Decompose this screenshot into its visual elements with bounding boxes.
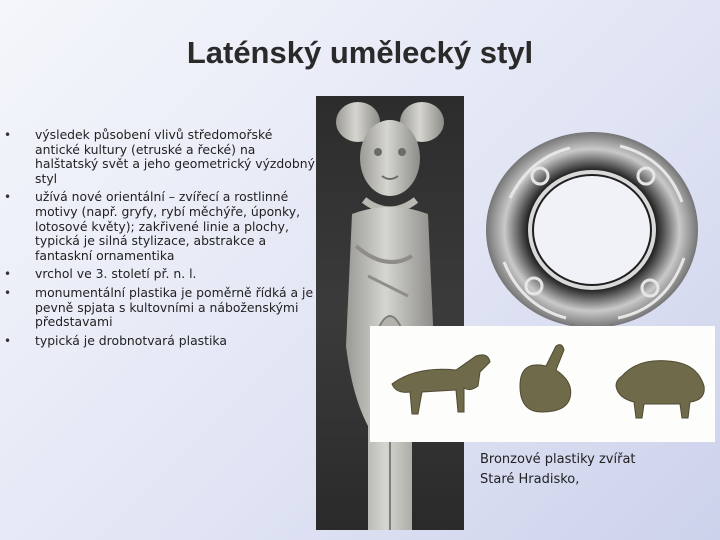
- bullet-text: výsledek působení vlivů středomořské antické kultury (etruské a řecké) na halštatský svět a jeho geometrický výzdobný styl: [35, 127, 315, 186]
- image-caption: [480, 450, 710, 490]
- bullet-marker: •: [4, 333, 12, 348]
- bullet-list: [4, 127, 320, 352]
- bullet-text: užívá nové orientální – zvířecí a rostlinné motivy (např. gryfy, rybí měchýře, úponky, lotosové květy); zakřivené linie a plochy, typická je silná stylizace, abstrakce a fantaskní ornamentika: [35, 189, 301, 263]
- bullet-marker: •: [4, 128, 12, 142]
- bronze-animals-photo: [370, 326, 715, 442]
- bullet-item: [4, 332, 320, 349]
- statue-photo: [316, 96, 464, 530]
- bullet-item: [4, 284, 320, 330]
- bullet-marker: •: [4, 285, 12, 300]
- caption-line: Bronzové plastiky zvířat: [480, 452, 636, 467]
- bullet-item: [4, 189, 320, 263]
- statue-figure: [316, 96, 464, 530]
- animal-figurines: [370, 326, 715, 442]
- bullet-text: vrchol ve 3. století př. n. l.: [35, 266, 197, 282]
- bullet-marker: •: [4, 267, 12, 282]
- slide-title: Laténský umělecký styl: [186, 35, 534, 70]
- bullet-text: typická je drobnotvará plastika: [35, 332, 227, 348]
- bullet-item: [4, 127, 320, 186]
- brooch-photo: [470, 118, 710, 348]
- bullet-marker: •: [4, 190, 12, 205]
- brooch-ornament: [470, 118, 710, 348]
- caption-line: Staré Hradisko,: [480, 472, 580, 487]
- bullet-text: monumentální plastika je poměrně řídká a je pevně spjata s kultovními a náboženskými představami: [35, 284, 314, 330]
- bullet-item: [4, 266, 320, 282]
